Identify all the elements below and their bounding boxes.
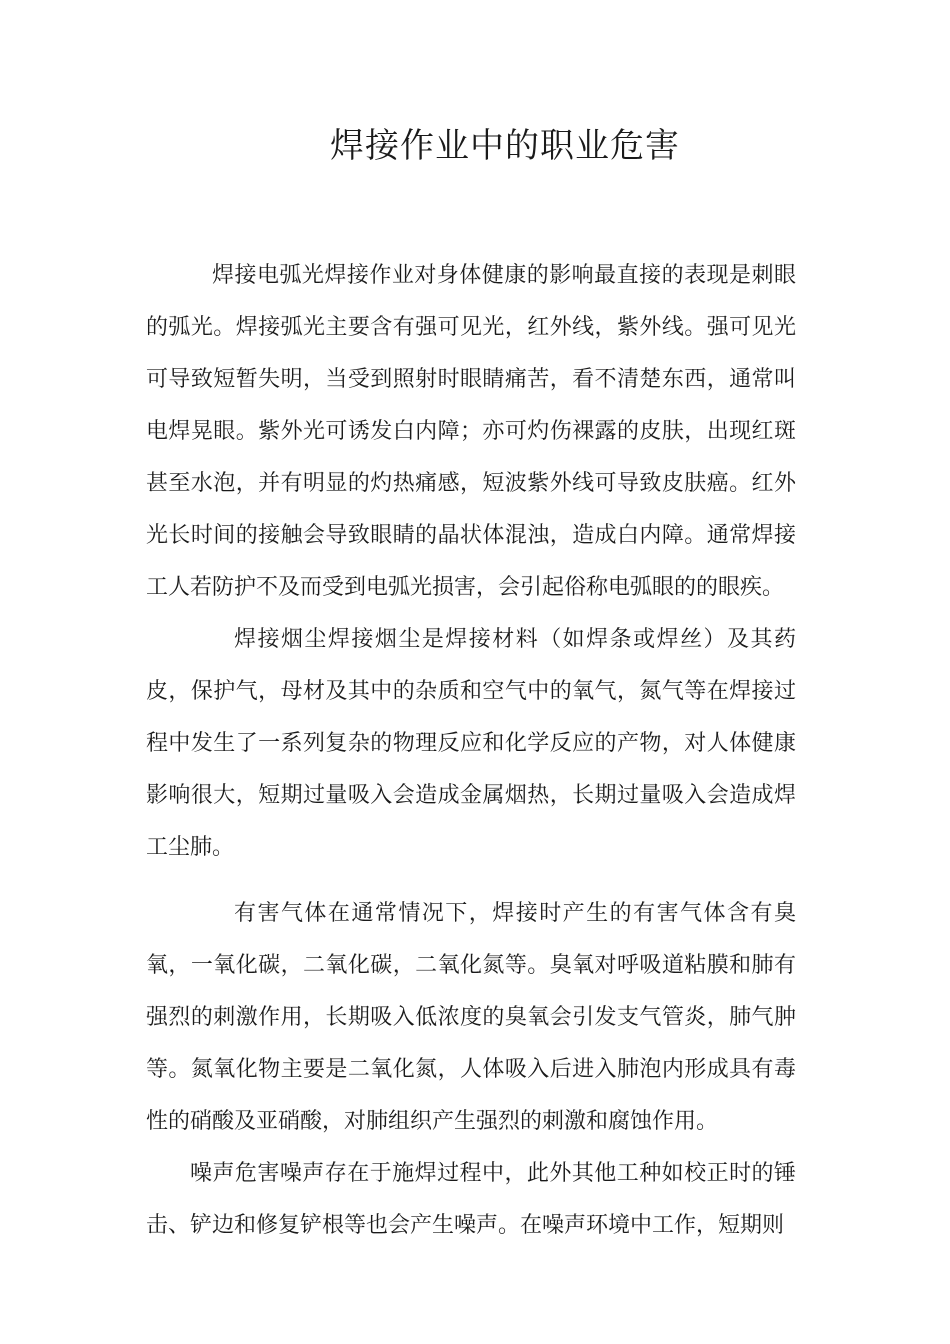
paragraph-welding-fumes: 焊接烟尘焊接烟尘是焊接材料（如焊条或焊丝）及其药皮，保护气，母材及其中的杂质和空气中的氧气，氮气等在焊接过程中发生了一系列复杂的物理反应和化学反应的产物，对人体健康影响很大，短期过量吸入会造成金属烟热，长期过量吸入会造成焊工尘肺。 xyxy=(146,627,796,860)
paragraph-gap xyxy=(146,874,796,888)
paragraph-welding-arc-light: 焊接电弧光焊接作业对身体健康的影响最直接的表现是刺眼的弧光。焊接弧光主要含有强可见光，红外线，紫外线。强可见光可导致短暂失明，当受到照射时眼睛痛苦，看不清楚东西，通常叫电焊晃眼。紫外光可诱发白内障；亦可灼伤裸露的皮肤，出现红斑甚至水泡，并有明显的灼热痛感，短波紫外线可导致皮肤癌。红外光长时间的接触会导致眼睛的晶状体混浊，造成白内障。通常焊接工人若防护不及而受到电弧光损害，会引起俗称电弧眼的的眼疾。 xyxy=(146,263,796,600)
paragraph-noise-hazard: 噪声危害噪声存在于施焊过程中，此外其他工种如校正时的锤击、铲边和修复铲根等也会产生噪声。在噪声环境中工作，短期则 xyxy=(146,1161,796,1238)
paragraph-harmful-gases: 有害气体在通常情况下，焊接时产生的有害气体含有臭氧，一氧化碳，二氧化碳，二氧化氮等。臭氧对呼吸道粘膜和肺有强烈的刺激作用，长期吸入低浓度的臭氧会引发支气管炎，肺气肿等。氮氧化物主要是二氧化氮，人体吸入后进入肺泡内形成具有毒性的硝酸及亚硝酸，对肺组织产生强烈的刺激和腐蚀作用。 xyxy=(146,901,796,1134)
document-title: 焊接作业中的职业危害 xyxy=(330,126,680,166)
document-body xyxy=(146,250,796,1252)
